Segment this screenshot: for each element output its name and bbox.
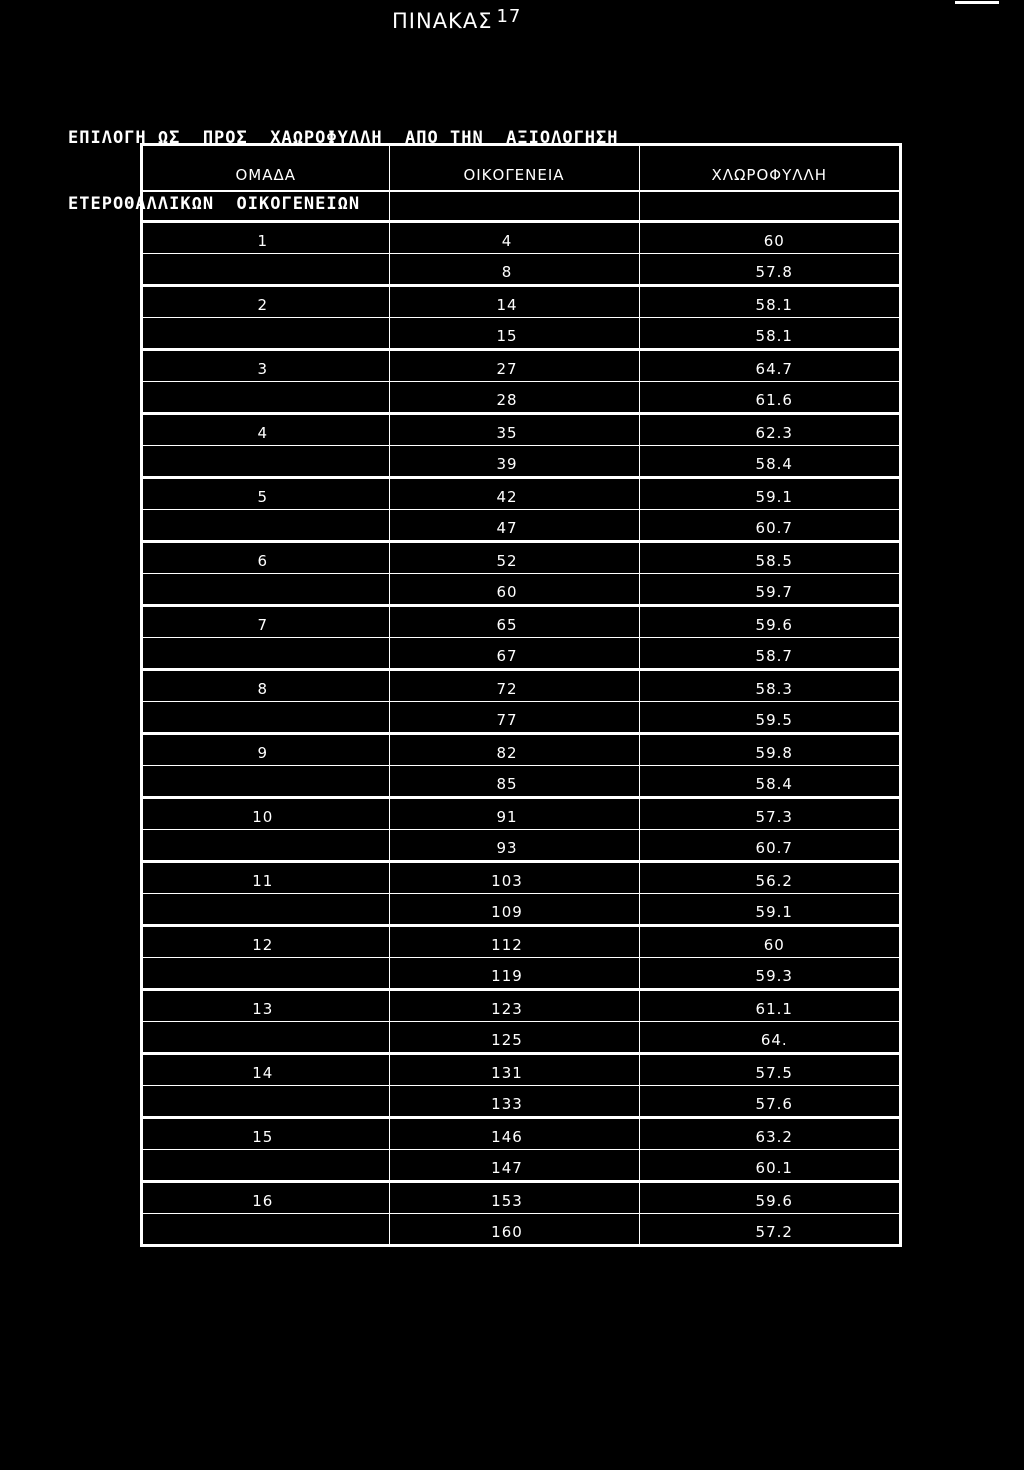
family-cell-value: 77 (496, 711, 518, 729)
chlorophyll-cell (639, 350, 899, 382)
page-title (392, 6, 521, 33)
chlorophyll-cell-value: 59.7 (755, 583, 793, 601)
group-cell (143, 670, 389, 702)
chlorophyll-cell (639, 382, 899, 414)
family-cell (389, 958, 639, 990)
chlorophyll-cell-value: 59.6 (755, 616, 793, 634)
table-row (143, 286, 899, 318)
group-cell-value: 7 (257, 616, 269, 634)
group-cell (143, 1214, 389, 1245)
chlorophyll-cell-value: 58.4 (755, 775, 793, 793)
table-row (143, 862, 899, 894)
family-cell (389, 990, 639, 1022)
table-row (143, 542, 899, 574)
chlorophyll-cell-value: 57.6 (755, 1095, 793, 1113)
family-cell-value: 72 (496, 680, 518, 698)
family-cell-value: 67 (496, 647, 518, 665)
family-cell-value: 28 (496, 391, 518, 409)
group-cell (143, 222, 389, 254)
chlorophyll-cell-value: 58.1 (755, 327, 793, 345)
family-cell-value: 52 (496, 552, 518, 570)
group-cell-value: 2 (257, 296, 269, 314)
family-cell (389, 510, 639, 542)
group-cell (143, 990, 389, 1022)
chlorophyll-cell-value: 60.7 (755, 839, 793, 857)
chlorophyll-cell (639, 958, 899, 990)
family-cell (389, 286, 639, 318)
family-cell (389, 350, 639, 382)
chlorophyll-cell-value: 57.2 (755, 1223, 793, 1241)
group-cell (143, 446, 389, 478)
chlorophyll-cell (639, 1118, 899, 1150)
table-body (143, 191, 899, 1244)
group-cell (143, 798, 389, 830)
chlorophyll-cell (639, 542, 899, 574)
family-cell (389, 862, 639, 894)
family-cell-value: 146 (491, 1128, 523, 1146)
group-cell-value: 14 (252, 1064, 274, 1082)
group-cell (143, 1054, 389, 1086)
family-cell-value: 14 (496, 296, 518, 314)
family-cell-value: 15 (496, 327, 518, 345)
group-cell (143, 1022, 389, 1054)
group-cell (143, 958, 389, 990)
table-row (143, 830, 899, 862)
heading-line-1: ΕΠΙΛΟΓΗ ΩΣ ΠΡΟΣ ΧΑΩΡΟΦΥΛΛΗ ΑΠΟ ΤΗΝ ΑΞΙΟΛΟΓΗΣΗ (68, 128, 619, 148)
chlorophyll-cell-value: 56.2 (755, 872, 793, 890)
chlorophyll-cell-value: 61.1 (755, 1000, 793, 1018)
chlorophyll-cell-value: 64. (760, 1031, 788, 1049)
chlorophyll-cell (639, 318, 899, 350)
chlorophyll-cell (639, 1150, 899, 1182)
column-header-group: ΟΜΑΔΑ (235, 166, 297, 184)
group-cell (143, 1118, 389, 1150)
chlorophyll-cell-value: 64.7 (755, 360, 793, 378)
chlorophyll-cell (639, 574, 899, 606)
chlorophyll-cell-value: 58.3 (755, 680, 793, 698)
family-cell (389, 830, 639, 862)
table-row (143, 446, 899, 478)
chlorophyll-cell (639, 830, 899, 862)
chlorophyll-cell (639, 670, 899, 702)
group-cell-value: 15 (252, 1128, 274, 1146)
chlorophyll-cell (639, 478, 899, 510)
family-cell (389, 926, 639, 958)
table-row (143, 350, 899, 382)
group-cell (143, 702, 389, 734)
chlorophyll-cell (639, 766, 899, 798)
table-row (143, 1022, 899, 1054)
table-row (143, 1150, 899, 1182)
chlorophyll-cell (639, 1022, 899, 1054)
table-row (143, 734, 899, 766)
chlorophyll-cell (639, 1086, 899, 1118)
chlorophyll-cell (639, 702, 899, 734)
family-cell-value: 8 (501, 263, 513, 281)
group-cell (143, 574, 389, 606)
chlorophyll-cell-value: 57.3 (755, 808, 793, 826)
family-cell-value: 82 (496, 744, 518, 762)
table-row (143, 926, 899, 958)
spacer-cell (389, 191, 639, 222)
table-row (143, 990, 899, 1022)
chlorophyll-cell (639, 510, 899, 542)
family-cell-value: 103 (491, 872, 523, 890)
family-cell-value: 119 (491, 967, 523, 985)
family-cell (389, 478, 639, 510)
group-cell-value: 16 (252, 1192, 274, 1210)
family-cell (389, 606, 639, 638)
table-row (143, 1214, 899, 1245)
table-row (143, 478, 899, 510)
table-row (143, 574, 899, 606)
table-row (143, 510, 899, 542)
family-cell-value: 133 (491, 1095, 523, 1113)
family-cell-value: 47 (496, 519, 518, 537)
family-cell-value: 153 (491, 1192, 523, 1210)
chlorophyll-cell-value: 60 (763, 936, 785, 954)
family-cell-value: 4 (501, 232, 513, 250)
group-cell-value: 13 (252, 1000, 274, 1018)
group-cell (143, 414, 389, 446)
chlorophyll-cell-value: 63.2 (755, 1128, 793, 1146)
chlorophyll-cell-value: 58.7 (755, 647, 793, 665)
group-cell (143, 862, 389, 894)
chlorophyll-cell (639, 1182, 899, 1214)
group-cell-value: 6 (257, 552, 269, 570)
group-cell (143, 734, 389, 766)
group-cell (143, 286, 389, 318)
chlorophyll-cell (639, 798, 899, 830)
family-cell-value: 109 (491, 903, 523, 921)
family-cell-value: 35 (496, 424, 518, 442)
group-cell-value: 12 (252, 936, 274, 954)
group-cell (143, 606, 389, 638)
chlorophyll-cell-value: 59.3 (755, 967, 793, 985)
table-row (143, 222, 899, 254)
family-cell-value: 112 (491, 936, 523, 954)
chlorophyll-cell-value: 59.1 (755, 903, 793, 921)
group-cell (143, 478, 389, 510)
chlorophyll-cell (639, 734, 899, 766)
chlorophyll-cell (639, 222, 899, 254)
family-cell-value: 39 (496, 455, 518, 473)
chlorophyll-cell-value: 60.1 (755, 1159, 793, 1177)
chlorophyll-cell (639, 1054, 899, 1086)
group-cell-value: 4 (257, 424, 269, 442)
table-row (143, 638, 899, 670)
chlorophyll-cell-value: 59.5 (755, 711, 793, 729)
family-cell (389, 382, 639, 414)
family-cell (389, 670, 639, 702)
group-cell (143, 382, 389, 414)
chlorophyll-cell-value: 58.1 (755, 296, 793, 314)
chlorophyll-cell (639, 446, 899, 478)
spacer-row (143, 191, 899, 222)
family-cell-value: 85 (496, 775, 518, 793)
table-row (143, 1086, 899, 1118)
family-cell (389, 638, 639, 670)
group-cell (143, 894, 389, 926)
group-cell (143, 510, 389, 542)
table-row (143, 1118, 899, 1150)
corner-mark (955, 1, 999, 4)
chlorophyll-cell-value: 59.6 (755, 1192, 793, 1210)
table-row (143, 702, 899, 734)
group-cell (143, 542, 389, 574)
chlorophyll-cell (639, 894, 899, 926)
family-cell (389, 574, 639, 606)
table-row (143, 1182, 899, 1214)
family-cell (389, 1150, 639, 1182)
chlorophyll-cell (639, 254, 899, 286)
chlorophyll-cell-value: 59.8 (755, 744, 793, 762)
chlorophyll-cell (639, 1214, 899, 1245)
family-cell (389, 766, 639, 798)
chlorophyll-cell-value: 62.3 (755, 424, 793, 442)
family-cell-value: 65 (496, 616, 518, 634)
family-cell-value: 131 (491, 1064, 523, 1082)
family-cell (389, 542, 639, 574)
family-cell (389, 1118, 639, 1150)
family-cell (389, 318, 639, 350)
group-cell-value: 11 (252, 872, 274, 890)
chlorophyll-cell (639, 926, 899, 958)
table-row (143, 766, 899, 798)
table-row (143, 958, 899, 990)
group-cell (143, 830, 389, 862)
family-cell (389, 894, 639, 926)
group-cell (143, 1182, 389, 1214)
group-cell-value: 3 (257, 360, 269, 378)
family-cell-value: 123 (491, 1000, 523, 1018)
table-row (143, 1054, 899, 1086)
header-row (143, 146, 899, 191)
table-row (143, 798, 899, 830)
chlorophyll-cell (639, 286, 899, 318)
chlorophyll-table (140, 143, 902, 1247)
table-row (143, 894, 899, 926)
family-cell-value: 147 (491, 1159, 523, 1177)
family-cell (389, 414, 639, 446)
chlorophyll-cell-value: 57.5 (755, 1064, 793, 1082)
chlorophyll-cell-value: 58.5 (755, 552, 793, 570)
page-title-label: ΠΙΝΑΚΑΣ (392, 9, 493, 33)
table-row (143, 606, 899, 638)
family-cell-value: 125 (491, 1031, 523, 1049)
chlorophyll-cell-value: 57.8 (755, 263, 793, 281)
group-cell-value: 1 (257, 232, 269, 250)
spacer-cell (639, 191, 899, 222)
chlorophyll-cell-value: 59.1 (755, 488, 793, 506)
chlorophyll-cell (639, 606, 899, 638)
chlorophyll-cell (639, 862, 899, 894)
data-table (143, 146, 899, 1244)
group-cell (143, 254, 389, 286)
family-cell-value: 93 (496, 839, 518, 857)
family-cell (389, 734, 639, 766)
family-cell-value: 160 (491, 1223, 523, 1241)
table-row (143, 382, 899, 414)
group-cell (143, 638, 389, 670)
family-cell (389, 702, 639, 734)
family-cell (389, 446, 639, 478)
chlorophyll-cell-value: 60 (763, 232, 785, 250)
group-cell (143, 1150, 389, 1182)
group-cell (143, 318, 389, 350)
group-cell-value: 10 (252, 808, 274, 826)
chlorophyll-cell (639, 990, 899, 1022)
heading-line-2: ΕΤΕΡΟΘΑΛΛΙΚΩΝ ΟΙΚΟΓΕΝΕΙΩΝ (68, 194, 361, 214)
family-cell (389, 798, 639, 830)
group-cell (143, 1086, 389, 1118)
group-cell (143, 926, 389, 958)
family-cell (389, 1214, 639, 1245)
family-cell (389, 1022, 639, 1054)
column-header-family: ΟΙΚΟΓΕΝΕΙΑ (389, 146, 639, 191)
table-number: 17 (496, 6, 522, 27)
group-cell (143, 350, 389, 382)
chlorophyll-cell-value: 58.4 (755, 455, 793, 473)
spacer-cell (143, 191, 389, 222)
table-row (143, 414, 899, 446)
group-cell-value: 5 (257, 488, 269, 506)
family-cell (389, 254, 639, 286)
table-row (143, 254, 899, 286)
family-cell-value: 91 (496, 808, 518, 826)
table-row (143, 670, 899, 702)
family-cell-value: 27 (496, 360, 518, 378)
chlorophyll-cell-value: 60.7 (755, 519, 793, 537)
chlorophyll-cell (639, 414, 899, 446)
family-cell (389, 1054, 639, 1086)
group-cell-value: 9 (257, 744, 269, 762)
group-cell-value: 8 (257, 680, 269, 698)
chlorophyll-cell-value: 61.6 (755, 391, 793, 409)
family-cell (389, 1086, 639, 1118)
family-cell-value: 42 (496, 488, 518, 506)
family-cell (389, 222, 639, 254)
table-row (143, 318, 899, 350)
family-cell-value: 60 (496, 583, 518, 601)
chlorophyll-cell (639, 638, 899, 670)
family-cell (389, 1182, 639, 1214)
group-cell (143, 766, 389, 798)
column-header-chlorophyll: ΧΛΩΡΟΦΥΛΛΗ (639, 146, 899, 191)
